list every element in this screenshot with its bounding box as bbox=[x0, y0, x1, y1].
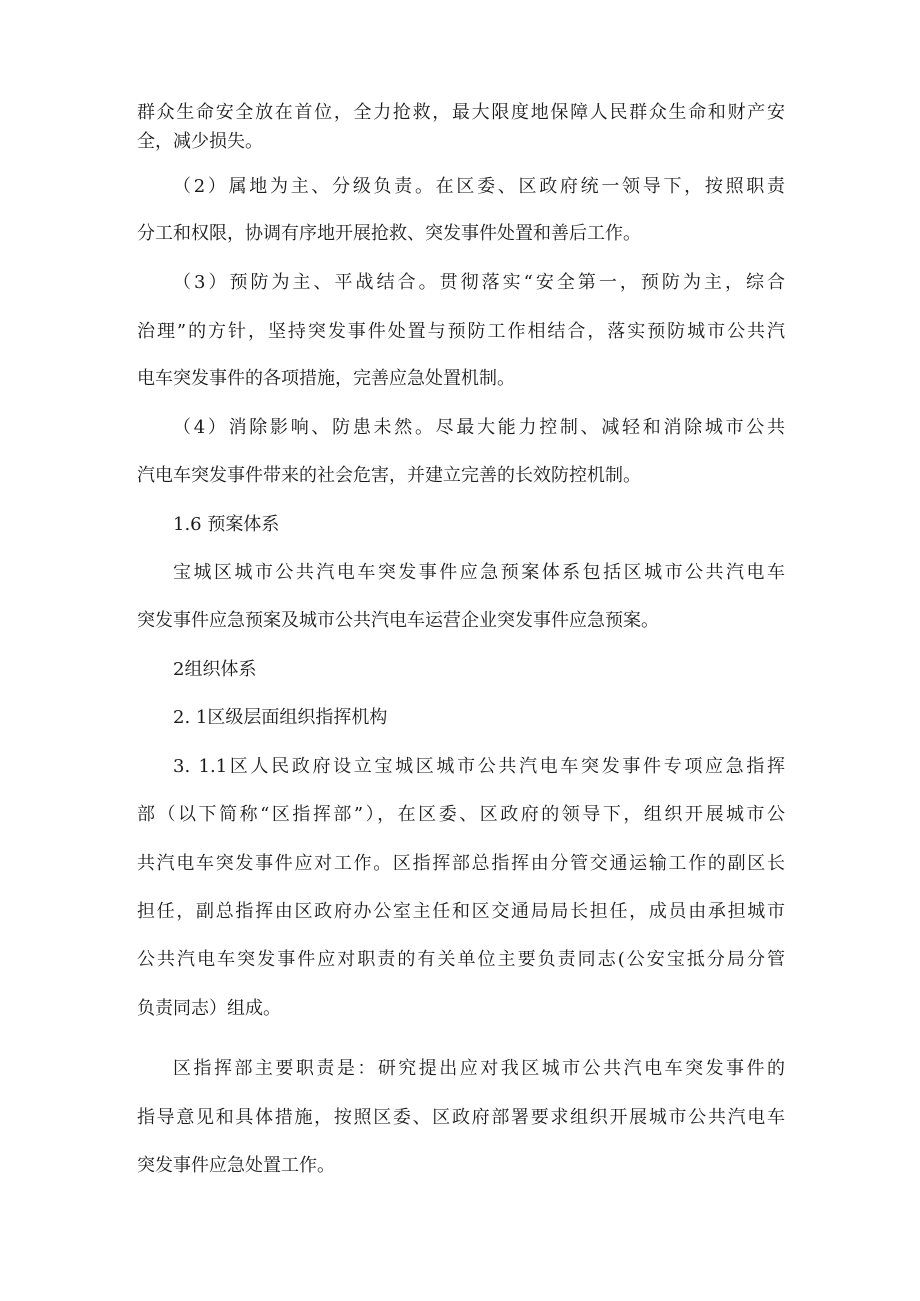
text-line: 全，减少损失。 bbox=[137, 131, 263, 152]
text-line: 突发事件应急处置工作。 bbox=[137, 1155, 335, 1176]
section-heading: 2. 1区级层面组织指挥机构 bbox=[173, 707, 388, 728]
text-line: 担任，副总指挥由区政府办公室主任和区交通局局长担任，成员由承担城市 bbox=[137, 901, 785, 922]
text-line: 分工和权限，协调有序地开展抢救、突发事件处置和善后工作。 bbox=[137, 223, 641, 244]
text-line: 3. 1.1区人民政府设立宝城区城市公共汽电车突发事件专项应急指挥 bbox=[173, 756, 785, 777]
text-line: 区指挥部主要职责是：研究提出应对我区城市公共汽电车突发事件的 bbox=[173, 1058, 785, 1079]
text-line: 宝城区城市公共汽电车突发事件应急预案体系包括区城市公共汽电车 bbox=[173, 562, 785, 583]
text-line: 共汽电车突发事件应对工作。区指挥部总指挥由分管交通运输工作的副区长 bbox=[137, 853, 785, 874]
text-line: 突发事件应急预案及城市公共汽电车运营企业突发事件应急预案。 bbox=[137, 610, 659, 631]
text-line: （2）属地为主、分级负责。在区委、区政府统一领导下，按照职责 bbox=[173, 176, 785, 197]
text-line: 群众生命安全放在首位，全力抢救，最大限度地保障人民群众生命和财产安 bbox=[137, 102, 785, 123]
text-line: 治理”的方针，坚持突发事件处置与预防工作相结合，落实预防城市公共汽 bbox=[137, 321, 785, 342]
section-heading: 2组织体系 bbox=[173, 659, 257, 680]
text-line: 汽电车突发事件带来的社会危害，并建立完善的长效防控机制。 bbox=[137, 465, 641, 486]
text-line: 指导意见和具体措施，按照区委、区政府部署要求组织开展城市公共汽电车 bbox=[137, 1107, 785, 1128]
text-line: 负责同志）组成。 bbox=[137, 998, 281, 1019]
text-line: 公共汽电车突发事件应对职责的有关单位主要负责同志(公安宝抵分局分管 bbox=[137, 949, 785, 970]
section-heading: 1.6 预案体系 bbox=[173, 514, 280, 535]
text-line: 电车突发事件的各项措施，完善应急处置机制。 bbox=[137, 368, 515, 389]
text-line: （4）消除影响、防患未然。尽最大能力控制、减轻和消除城市公共 bbox=[173, 417, 785, 438]
text-line: （3）预防为主、平战结合。贯彻落实“安全第一，预防为主，综合 bbox=[173, 272, 785, 293]
text-line: 部（以下简称“区指挥部”），在区委、区政府的领导下，组织开展城市公 bbox=[137, 804, 785, 825]
